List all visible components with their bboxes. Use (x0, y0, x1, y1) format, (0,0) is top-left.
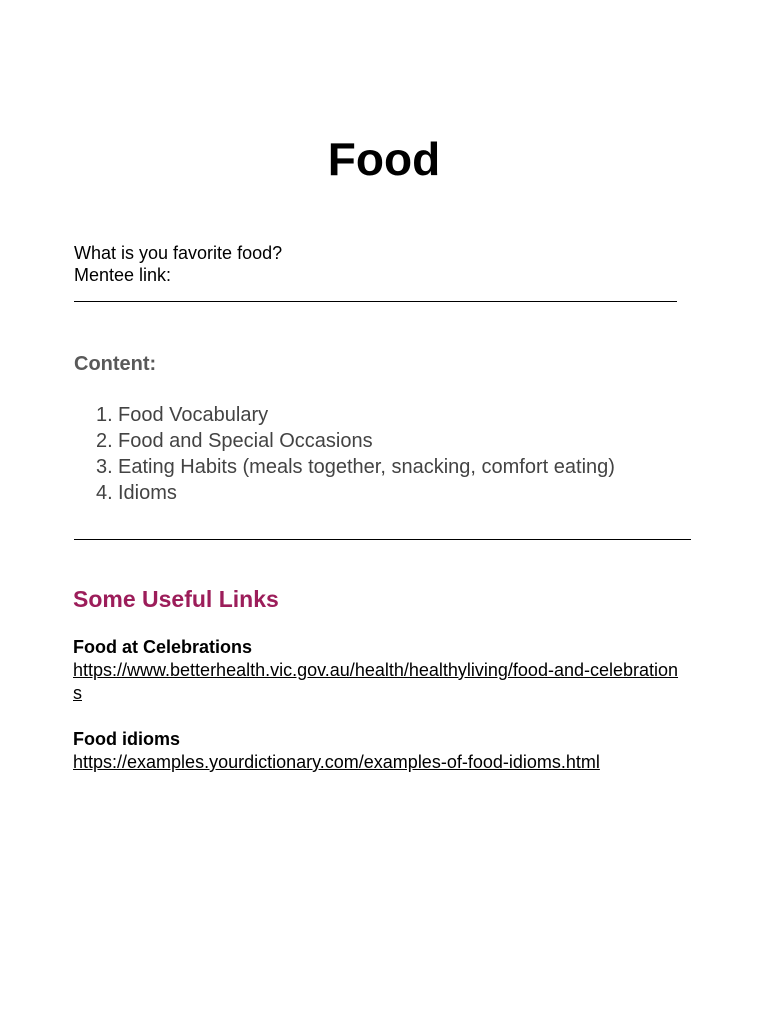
food-idioms-link[interactable]: https://examples.yourdictionary.com/examples-of-food-idioms.html (73, 752, 600, 772)
list-item-text: Food and Special Occasions (118, 430, 373, 452)
list-item-number: 4. (96, 482, 113, 504)
intro-section (74, 242, 282, 286)
page-title: Food (327, 133, 441, 185)
useful-links-heading: Some Useful Links (73, 586, 279, 612)
content-list-item (96, 454, 615, 480)
link-title-food-idioms: Food idioms (73, 729, 180, 749)
list-item-text: Idioms (118, 482, 177, 504)
link-title-food-celebrations: Food at Celebrations (73, 637, 253, 657)
content-list-item (96, 480, 615, 506)
content-heading: Content: (74, 353, 157, 375)
list-item-number: 2. (96, 430, 113, 452)
list-item-text: Food Vocabulary (118, 404, 269, 426)
content-list (96, 402, 615, 506)
content-list-item (96, 402, 615, 428)
list-item-number: 1. (96, 404, 113, 426)
content-list-item (96, 428, 615, 454)
list-item-number: 3. (96, 456, 113, 478)
mentee-link-answer-line (74, 301, 677, 302)
favorite-food-question: What is you favorite food? (74, 243, 283, 263)
list-item-text: Eating Habits (meals together, snacking, comfort eating) (118, 456, 615, 478)
food-celebrations-link[interactable]: https://www.betterhealth.vic.gov.au/health/healthyliving/food-and-celebrations (73, 660, 679, 703)
mentee-link-label: Mentee link: (74, 265, 172, 285)
section-divider (74, 539, 691, 540)
